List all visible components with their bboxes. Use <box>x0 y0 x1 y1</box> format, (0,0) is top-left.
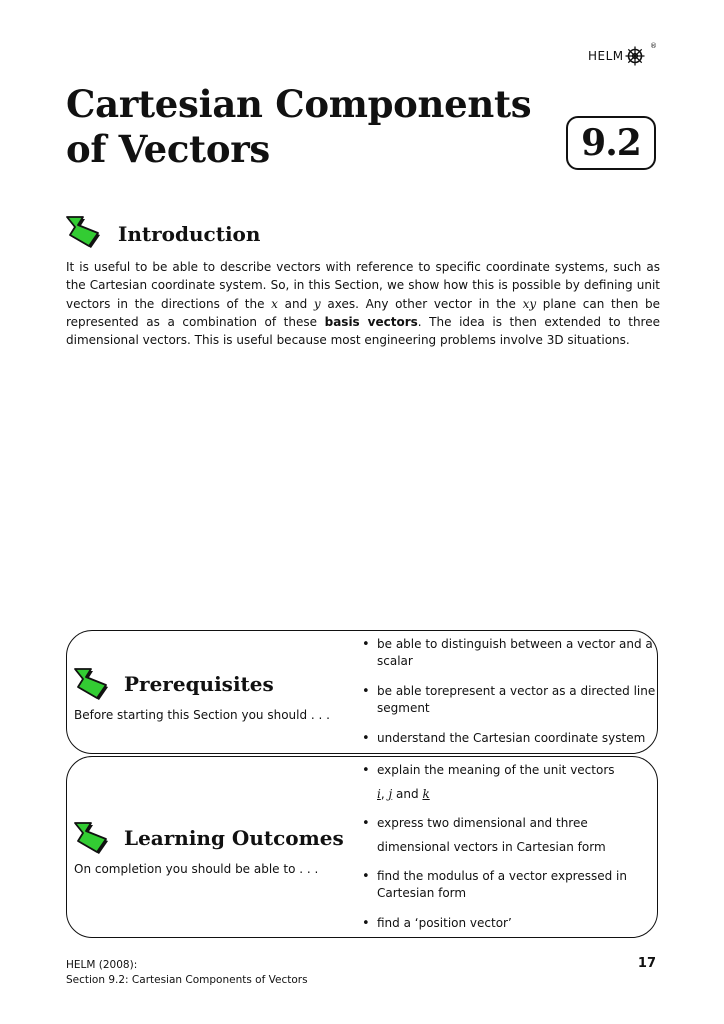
key-point-arrow-icon <box>64 214 104 252</box>
title-line-2: of Vectors <box>66 127 270 171</box>
vector-j: j <box>388 787 393 801</box>
math-y: y <box>313 296 321 311</box>
list-item: • find the modulus of a vector expressed in Cartesian form <box>362 868 656 902</box>
list-item: • be able torepresent a vector as a directed line segment <box>362 683 656 717</box>
comma: , <box>380 787 389 801</box>
intro-text-2: axes. Any other vector in the <box>320 296 523 311</box>
list-item: • be able to distinguish between a vector and a scalar <box>362 636 656 670</box>
introduction-paragraph <box>66 258 660 349</box>
and-text: and <box>392 787 423 801</box>
helm-wheel-icon <box>625 46 645 66</box>
outcome-1-text: explain the meaning of the unit vectors <box>377 763 615 777</box>
unit-vectors-line <box>377 786 430 803</box>
vector-i: i <box>377 787 381 801</box>
key-point-arrow-icon <box>72 820 112 858</box>
title-line-1: Cartesian Components <box>66 82 532 126</box>
intro-text-1: It is useful to be able to describe vectors with reference to specific coordinate systems, such as the Cartesian coordinate system. So, in this Section, we show how this is possible by defining unit vectors in the directions of the <box>66 260 660 311</box>
section-number-badge: 9.2 <box>566 116 656 170</box>
logo-text: HELM <box>588 49 624 63</box>
key-point-arrow-icon <box>72 666 112 704</box>
math-xy: xy <box>522 296 537 311</box>
list-item <box>362 815 656 856</box>
vector-k: k <box>422 787 430 801</box>
introduction-heading: Introduction <box>118 222 261 246</box>
prerequisites-lead: Before starting this Section you should . . . <box>74 708 330 722</box>
learning-outcomes-lead: On completion you should be able to . . . <box>74 862 319 876</box>
intro-text-3: plane can then be represented as a combination of these <box>66 296 661 329</box>
intro-text-and: and <box>277 296 314 311</box>
footer-line-1: HELM (2008): <box>66 959 138 971</box>
list-item: • understand the Cartesian coordinate system <box>362 730 656 747</box>
registered-mark: ® <box>650 42 657 50</box>
prerequisites-heading: Prerequisites <box>124 672 274 696</box>
outcome-2-line-2: dimensional vectors in Cartesian form <box>377 840 606 854</box>
footer <box>66 958 308 987</box>
intro-text-4: . The idea is then extended to three dimensional vectors. This is useful because most engineering problems involve 3D situations. <box>66 314 660 348</box>
page-number: 17 <box>637 956 656 971</box>
list-item <box>362 762 656 803</box>
math-x: x <box>271 296 278 311</box>
basis-vectors-bold: basis vectors <box>324 314 418 329</box>
outcome-2-line-1: express two dimensional and three <box>377 816 588 830</box>
learning-outcomes-heading: Learning Outcomes <box>124 826 344 850</box>
page-title <box>66 82 531 172</box>
footer-line-2: Section 9.2: Cartesian Components of Vectors <box>66 973 308 986</box>
list-item: • find a ‘position vector’ <box>362 915 656 932</box>
helm-logo <box>588 42 657 66</box>
